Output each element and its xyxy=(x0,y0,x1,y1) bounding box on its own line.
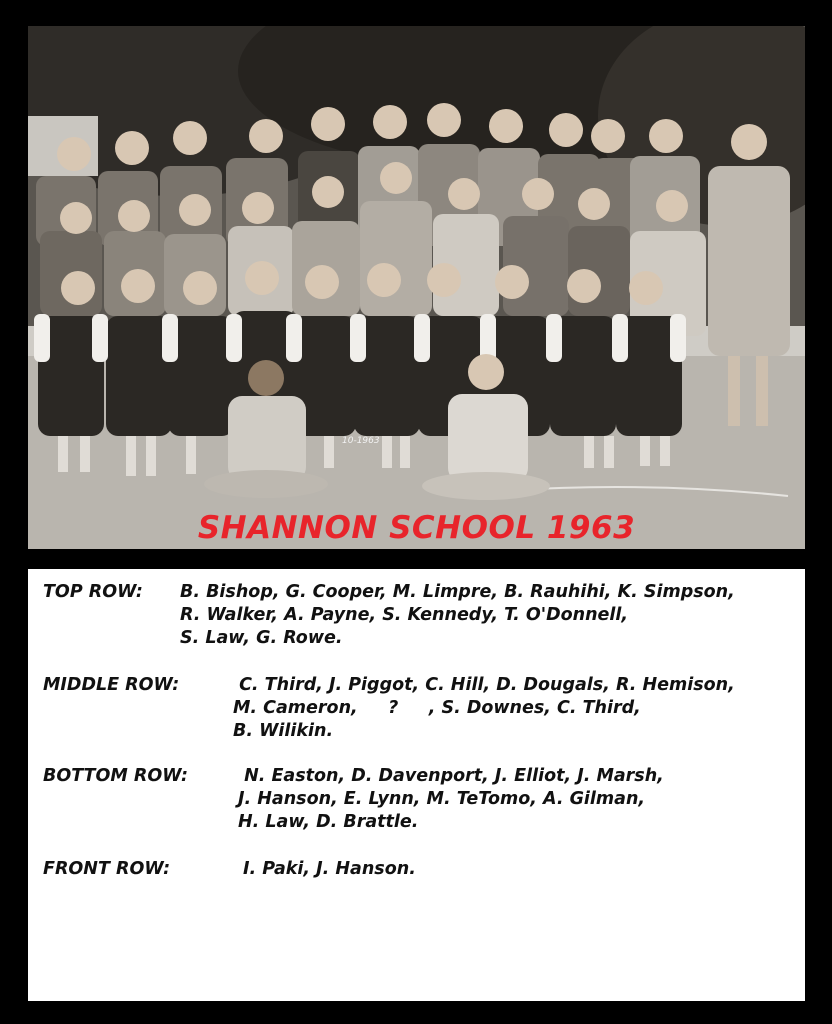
name-line: B. Bishop, G. Cooper, M. Limpre, B. Rauhihi, K. Simpson, xyxy=(180,582,735,602)
name-line: C. Third, J. Piggot, C. Hill, D. Dougals, R. Hemison, xyxy=(233,675,735,695)
name-line: N. Easton, D. Davenport, J. Elliot, J. Marsh, xyxy=(238,766,664,786)
name-line: I. Paki, J. Hanson. xyxy=(243,859,416,879)
name-line: M. Cameron, ? , S. Downes, C. Third, xyxy=(233,698,641,718)
caption-row-middle xyxy=(28,674,805,746)
class-photo-image xyxy=(28,26,805,549)
caption-row-front xyxy=(28,858,805,882)
name-line: B. Wilikin. xyxy=(233,721,334,741)
name-line: H. Law, D. Brattle. xyxy=(238,812,419,832)
row-names xyxy=(243,858,416,881)
caption-row-top xyxy=(28,581,805,653)
name-line: S. Law, G. Rowe. xyxy=(180,628,343,648)
row-label: TOP ROW: xyxy=(43,582,143,602)
row-names xyxy=(233,674,735,743)
row-names xyxy=(238,765,664,834)
row-label: FRONT ROW: xyxy=(43,859,171,879)
row-label: MIDDLE ROW: xyxy=(43,675,180,695)
name-line: J. Hanson, E. Lynn, M. TeTomo, A. Gilman, xyxy=(238,789,646,809)
caption-row-bottom xyxy=(28,765,805,837)
photo-title: SHANNON SCHOOL 1963 xyxy=(197,510,636,546)
name-line: R. Walker, A. Payne, S. Kennedy, T. O'Donnell, xyxy=(180,605,629,625)
date-mark: 10-1963 xyxy=(342,436,380,446)
row-names xyxy=(180,581,735,650)
caption-panel xyxy=(28,569,805,1001)
class-photo xyxy=(28,26,805,549)
row-label: BOTTOM ROW: xyxy=(43,766,188,786)
